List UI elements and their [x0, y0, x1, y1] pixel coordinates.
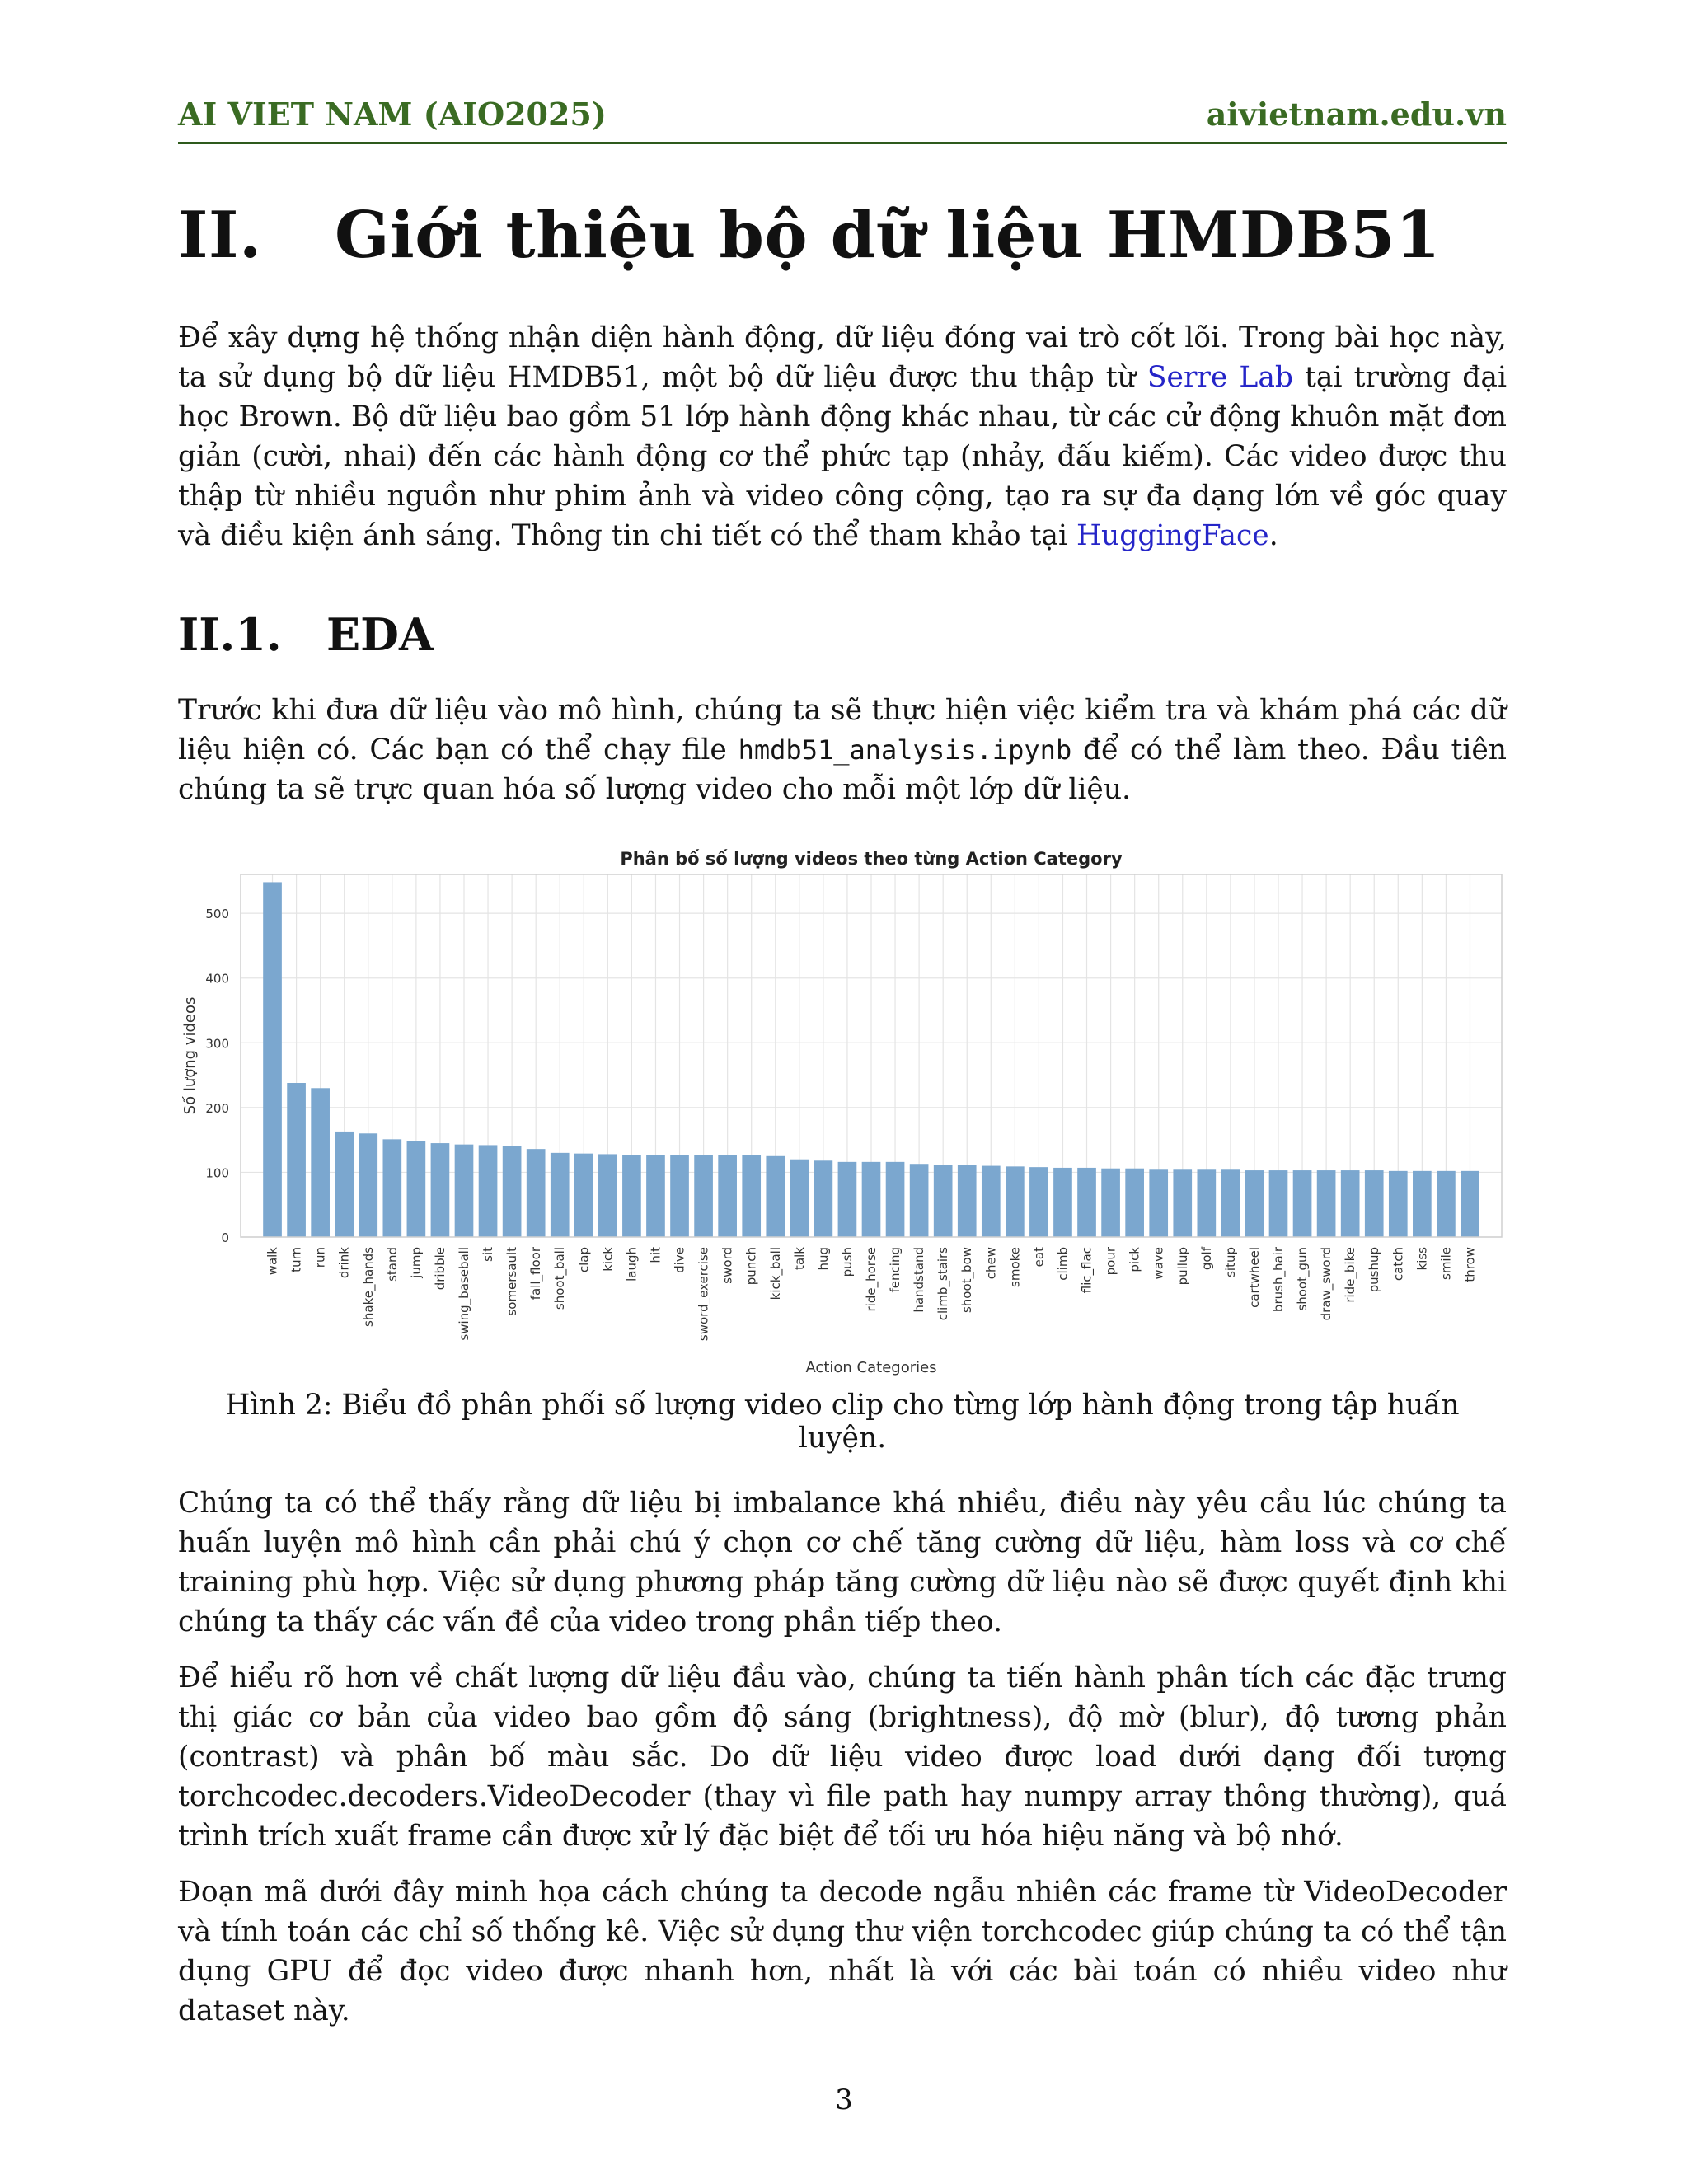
section-number: II. — [178, 198, 262, 273]
y-tick-label: 400 — [205, 971, 229, 987]
serre-lab-link[interactable]: Serre Lab — [1146, 361, 1293, 394]
bar-golf — [1197, 1169, 1216, 1237]
x-tick-label: walk — [265, 1247, 280, 1276]
x-tick-label: climb_stairs — [935, 1247, 951, 1321]
bar-chart — [178, 845, 1507, 1385]
x-tick-label: sword_exercise — [696, 1247, 711, 1342]
huggingface-link[interactable]: HuggingFace — [1076, 519, 1269, 552]
bar-brush_hair — [1269, 1170, 1288, 1237]
bar-kick_ball — [766, 1156, 785, 1237]
x-tick-label: somersault — [504, 1247, 520, 1316]
eda-paragraph — [178, 691, 1507, 809]
bar-throw — [1461, 1171, 1479, 1237]
bar-sword_exercise — [694, 1155, 713, 1237]
x-tick-label: pour — [1103, 1247, 1118, 1276]
bar-flic_flac — [1077, 1168, 1096, 1237]
chart-title: Phân bố số lượng videos theo từng Action Category — [620, 849, 1123, 869]
x-tick-label: fall_floor — [528, 1247, 544, 1301]
y-tick-label: 500 — [205, 907, 229, 922]
figure-chart — [178, 845, 1507, 1385]
bar-shake_hands — [359, 1133, 377, 1237]
bar-pour — [1101, 1169, 1120, 1237]
eda-text-2: để có thể làm theo. Đầu tiên chúng ta sẽ trực quan hóa số lượng video cho mỗi một lớp dữ liệu. — [178, 733, 1507, 806]
intro-text-3: . — [1268, 519, 1278, 552]
page-number: 3 — [835, 2083, 853, 2116]
x-tick-label: catch — [1390, 1247, 1406, 1282]
bar-wave — [1149, 1169, 1168, 1237]
section-title-text: Giới thiệu bộ dữ liệu HMDB51 — [335, 198, 1441, 273]
bar-punch — [742, 1155, 761, 1237]
bar-handstand — [910, 1164, 929, 1237]
x-tick-label: jump — [408, 1247, 424, 1278]
decode-paragraph: Đoạn mã dưới đây minh họa cách chúng ta decode ngẫu nhiên các frame từ VideoDecoder và tính toán các chỉ số thống kê. Việc sử dụng thư viện torchcodec giúp chúng ta có thể tận dụng GPU để đọc video được nhanh hơn, nhất là với các bài toán có nhiều video như dataset này. — [178, 1876, 1507, 2027]
x-tick-label: punch — [743, 1247, 759, 1286]
x-tick-label: drink — [336, 1247, 352, 1279]
section-title — [178, 198, 1441, 273]
x-tick-label: shoot_ball — [552, 1247, 568, 1310]
y-tick-label: 200 — [205, 1100, 229, 1116]
x-tick-label: dive — [672, 1247, 687, 1273]
x-tick-label: throw — [1462, 1247, 1478, 1282]
x-tick-label: shake_hands — [360, 1247, 376, 1327]
x-tick-label: stand — [384, 1247, 400, 1282]
x-tick-label: situp — [1222, 1247, 1238, 1277]
bar-shoot_ball — [551, 1153, 570, 1237]
bar-stand — [382, 1139, 401, 1237]
bar-dive — [670, 1155, 689, 1237]
bar-smile — [1437, 1171, 1456, 1237]
x-tick-label: laugh — [624, 1247, 640, 1282]
x-tick-label: flic_flac — [1079, 1247, 1095, 1294]
x-tick-label: kick — [600, 1247, 616, 1272]
bar-eat — [1029, 1167, 1048, 1237]
bar-pullup — [1173, 1169, 1192, 1237]
x-tick-label: hit — [648, 1247, 663, 1263]
imbalance-paragraph: Chúng ta có thể thấy rằng dữ liệu bị imbalance khá nhiều, điều này yêu cầu lúc chúng ta huấn luyện mô hình cần phải chú ý chọn cơ chế tăng cường dữ liệu, hàm loss và cơ chế training phù hợp. Việc sử dụng phương pháp tăng cường dữ liệu nào sẽ được quyết định khi chúng ta thấy các vấn đề của video trong phần tiếp theo. — [178, 1487, 1507, 1638]
y-tick-label: 100 — [205, 1165, 229, 1181]
figure-caption: Hình 2: Biểu đồ phân phối số lượng video clip cho từng lớp hành động trong tập huấn luyện. — [225, 1389, 1460, 1455]
notebook-filename: hmdb51_analysis.ipynb — [738, 734, 1072, 766]
bar-laugh — [622, 1155, 641, 1237]
bar-shoot_bow — [958, 1165, 977, 1237]
x-tick-label: cartwheel — [1246, 1247, 1262, 1308]
intro-text-1: Để xây dựng hệ thống nhận diện hành động, dữ liệu đóng vai trò cốt lõi. Trong bài học này, ta sử dụng bộ dữ liệu HMDB51, một bộ dữ liệu được thu thập từ — [178, 321, 1507, 394]
header-org: AI VIET NAM (AIO2025) — [178, 96, 607, 133]
x-tick-label: wave — [1151, 1247, 1166, 1280]
x-tick-label: ride_horse — [864, 1247, 879, 1312]
bar-walk — [263, 882, 282, 1237]
bar-sit — [479, 1145, 498, 1237]
bar-chew — [982, 1166, 1001, 1237]
x-tick-label: pushup — [1367, 1247, 1382, 1293]
bar-hit — [646, 1155, 665, 1237]
x-tick-label: turn — [288, 1247, 304, 1272]
subsection-title — [178, 608, 434, 661]
page-header — [178, 92, 1507, 144]
y-axis-label: Số lượng videos — [181, 996, 199, 1115]
bar-swing_baseball — [455, 1145, 474, 1237]
bar-turn — [287, 1083, 306, 1237]
x-tick-label: fencing — [888, 1247, 903, 1293]
x-tick-label: eat — [1031, 1247, 1047, 1268]
bar-clap — [574, 1154, 593, 1237]
bar-smoke — [1006, 1166, 1025, 1237]
x-tick-label: run — [312, 1247, 328, 1268]
bar-cartwheel — [1245, 1170, 1264, 1237]
eda-text-1: Trước khi đưa dữ liệu vào mô hình, chúng ta sẽ thực hiện việc kiểm tra và khám phá các dữ liệu hiện có. Các bạn có thể chạy file — [178, 694, 1507, 766]
bar-talk — [790, 1160, 809, 1237]
bar-kiss — [1413, 1171, 1432, 1237]
x-tick-label: sword — [720, 1247, 735, 1284]
bar-somersault — [503, 1146, 522, 1237]
x-tick-label: smoke — [1007, 1247, 1023, 1287]
x-tick-label: sit — [481, 1247, 496, 1262]
bar-draw_sword — [1317, 1170, 1336, 1237]
x-tick-label: swing_baseball — [457, 1247, 471, 1341]
x-tick-label: smile — [1438, 1247, 1454, 1280]
subsection-title-text: EDA — [326, 608, 434, 661]
bar-dribble — [431, 1143, 450, 1237]
bar-ride_horse — [862, 1162, 881, 1237]
x-tick-label: golf — [1198, 1247, 1214, 1271]
x-tick-label: climb — [1055, 1247, 1071, 1281]
subsection-number: II.1. — [178, 608, 282, 661]
bar-drink — [335, 1132, 354, 1237]
bar-pushup — [1365, 1170, 1384, 1237]
x-tick-label: shoot_bow — [959, 1247, 975, 1314]
bar-situp — [1221, 1169, 1240, 1237]
x-tick-label: pick — [1127, 1247, 1142, 1272]
x-tick-label: draw_sword — [1319, 1247, 1334, 1321]
x-tick-label: pullup — [1175, 1247, 1190, 1286]
x-tick-label: handstand — [912, 1247, 927, 1313]
intro-paragraph — [178, 318, 1507, 555]
x-tick-label: shoot_gun — [1295, 1247, 1311, 1311]
bar-run — [311, 1088, 330, 1237]
bar-push — [838, 1162, 857, 1237]
bar-pick — [1125, 1169, 1144, 1237]
intro-text-2: tại trường đại học Brown. Bộ dữ liệu bao gồm 51 lớp hành động khác nhau, từ các cử động khuôn mặt đơn giản (cười, nhai) đến các hành động cơ thể phức tạp (nhảy, đấu kiếm). Các video được thu thập từ nhiều nguồn như phim ảnh và video công cộng, tạo ra sự đa dạng lớn về góc quay và điều kiện ánh sáng. Thông tin chi tiết có thể tham khảo tại — [178, 361, 1507, 552]
x-tick-label: ride_bike — [1343, 1247, 1358, 1303]
bar-ride_bike — [1341, 1170, 1360, 1237]
bar-kick — [598, 1154, 617, 1237]
x-tick-label: brush_hair — [1271, 1247, 1286, 1313]
bar-fencing — [886, 1162, 905, 1237]
x-tick-label: talk — [791, 1247, 807, 1270]
x-tick-label: kick_ball — [767, 1247, 783, 1301]
bar-catch — [1389, 1171, 1408, 1237]
x-tick-label: push — [839, 1247, 855, 1277]
header-site-link[interactable]: aivietnam.edu.vn — [1206, 96, 1507, 133]
bar-shoot_gun — [1293, 1170, 1312, 1237]
bar-hug — [814, 1160, 833, 1237]
bar-sword — [718, 1155, 737, 1237]
bar-fall_floor — [527, 1149, 546, 1237]
x-tick-label: dribble — [432, 1247, 448, 1291]
x-tick-label: kiss — [1414, 1247, 1430, 1271]
x-tick-label: clap — [576, 1247, 592, 1273]
x-tick-label: chew — [983, 1247, 999, 1280]
x-tick-label: hug — [815, 1247, 831, 1271]
bar-climb_stairs — [934, 1165, 953, 1237]
bar-jump — [407, 1141, 426, 1237]
y-tick-label: 300 — [205, 1036, 229, 1052]
bar-climb — [1053, 1168, 1072, 1237]
visual-features-paragraph: Để hiểu rõ hơn về chất lượng dữ liệu đầu vào, chúng ta tiến hành phân tích các đặc trưng thị giác cơ bản của video bao gồm độ sáng (brightness), độ mờ (blur), độ tương phản (contrast) và phân bố màu sắc. Do dữ liệu video được load dưới dạng đối tượng torchcodec.decoders.VideoDecoder (thay vì file path hay numpy array thông thường), quá trình trích xuất frame cần được xử lý đặc biệt để tối ưu hóa hiệu năng và bộ nhớ. — [178, 1661, 1507, 1853]
y-tick-label: 0 — [221, 1230, 229, 1245]
x-axis-label: Action Categories — [805, 1359, 937, 1376]
